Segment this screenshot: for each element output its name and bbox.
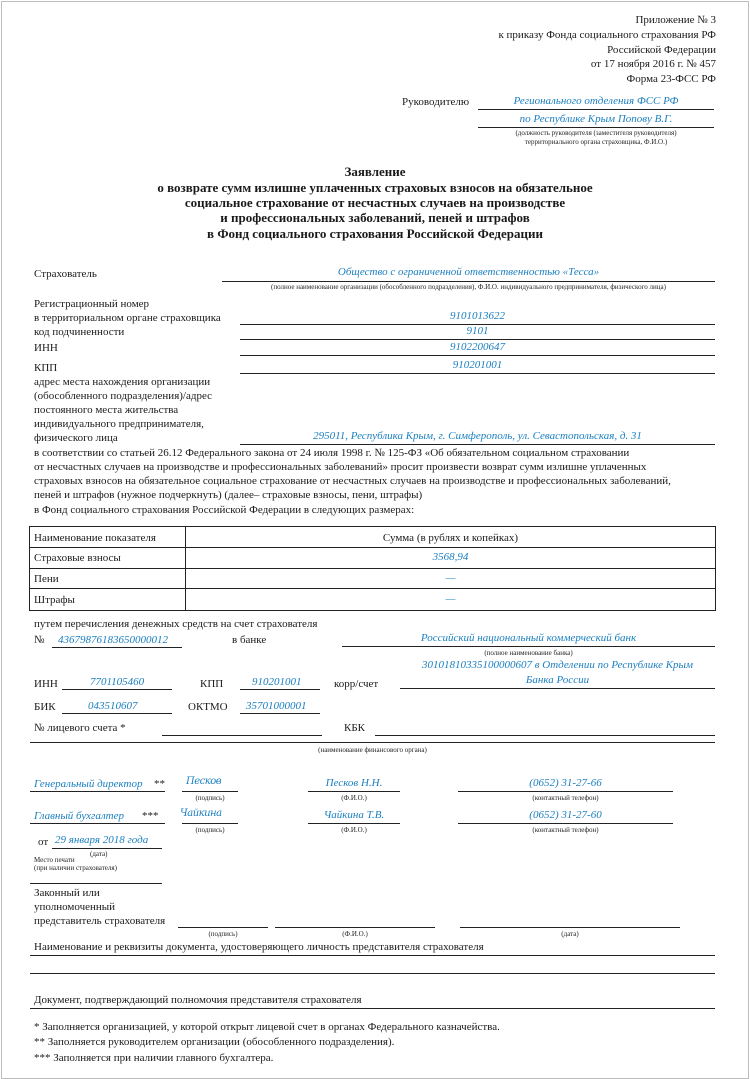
bank-kpp-value: 910201001 (252, 676, 302, 688)
table-row-value: — (445, 593, 456, 605)
date-prefix: от (38, 836, 49, 848)
address-value: 295011, Республика Крым, г. Симферополь, ул. Севастопольская, д. 31 (313, 430, 642, 442)
subcode-label: код подчиненности (34, 326, 125, 338)
recipient-line-1: Регионального отделения ФСС РФ (513, 95, 679, 107)
form-number: Форма 23-ФСС РФ (626, 73, 716, 85)
oktmo-label: ОКТМО (188, 701, 228, 713)
director-fio-caption: (Ф.И.О.) (341, 794, 367, 802)
bank-label: в банке (232, 634, 267, 646)
footnote-3: *** Заполняется при наличии главного бухгалтера. (34, 1052, 274, 1064)
table-row-label: Пени (34, 573, 59, 585)
corr-account-value-2: Банка России (525, 674, 590, 686)
footnote-1: * Заполняется организацией, у которой открыт лицевой счет в органах Федерального казначейства. (34, 1021, 500, 1033)
director-phone: (0652) 31-27-66 (529, 777, 602, 789)
bank-inn-label: ИНН (34, 678, 58, 690)
accountant-position: Главный бухгалтер (34, 810, 124, 822)
recipient-label: Руководителю (402, 96, 470, 108)
account-no-value: 43679876183650000012 (58, 634, 168, 646)
date-caption: (дата) (90, 850, 108, 858)
title-line-5: в Фонд социального страхования Российской Федерации (207, 226, 543, 241)
inn-label: ИНН (34, 342, 58, 354)
address-label-5: физического лица (34, 432, 118, 444)
body-line-1: в соответствии со статьей 26.12 Федерального закона от 24 июля 1998 г. № 125-ФЗ «Об обязательном социальном страховании (34, 447, 630, 459)
kpp-label: КПП (34, 362, 58, 374)
table-header-amount: Сумма (в рублях и копейках) (382, 532, 519, 544)
recipient-caption-2: территориального органа страховщика, Ф.И.О.) (524, 138, 668, 146)
director-signature: Песков (186, 776, 222, 787)
document-title: Заявление (344, 164, 406, 179)
transfer-text: путем перечисления денежных средств на счет страхователя (34, 618, 318, 630)
accountant-sign-caption: (подпись) (195, 826, 225, 834)
title-line-4: и профессиональных заболеваний, пеней и штрафов (220, 210, 530, 225)
account-no-label: № (34, 634, 45, 646)
body-line-4: пеней и штрафов (нужное подчеркнуть) (далее– страховые взносы, пени, штрафы) (34, 489, 423, 501)
accountant-phone-caption: (контактный телефон) (532, 826, 599, 834)
appendix-line-4: от 17 ноября 2016 г. № 457 (590, 58, 716, 70)
table-row-label: Штрафы (34, 594, 75, 606)
fin-body-caption: (наименование финансового органа) (318, 746, 427, 754)
bik-label: БИК (34, 701, 56, 713)
kpp-value: 910201001 (452, 359, 503, 371)
rep-label-2: уполномоченный (34, 901, 116, 913)
rep-sign-caption: (подпись) (208, 930, 238, 938)
insurer-value: Общество с ограниченной ответственностью «Тесса» (337, 266, 600, 278)
bik-value: 043510607 (88, 700, 138, 712)
director-position: Генеральный директор (34, 778, 143, 790)
kbk-label: КБК (344, 722, 365, 734)
table-header-label: Наименование показателя (34, 532, 156, 544)
accountant-name: Чайкина Т.В. (323, 809, 385, 821)
address-label-2: (обособленного подразделения)/адрес (34, 390, 212, 402)
appendix-line-3: Российской Федерации (607, 44, 716, 56)
accountant-phone: (0652) 31-27-60 (529, 809, 602, 821)
id-doc-label: Наименование и реквизиты документа, удостоверяющего личность представителя страхователя (34, 941, 484, 953)
corr-account-label: корр/счет (334, 678, 379, 690)
table-row-label: Страховые взносы (34, 552, 121, 564)
stamp-place: Место печати (34, 856, 75, 864)
inn-value: 9102200647 (450, 341, 505, 353)
reg-label-2: в территориальном органе страховщика (34, 312, 221, 324)
appendix-line-1: Приложение № 3 (635, 14, 716, 26)
body-line-2: от несчастных случаев на производстве и профессиональных заболеваний» просит произвести возврат сумм излишне уплаченных (34, 461, 647, 473)
auth-doc-label: Документ, подтверждающий полномочия представителя страхователя (34, 994, 362, 1006)
personal-account-label: № лицевого счета * (34, 722, 126, 734)
body-line-3: страховых взносов на обязательное социальное страхование от несчастных случаев на производстве и профессиональных заболеваний, (34, 475, 671, 487)
director-phone-caption: (контактный телефон) (532, 794, 599, 802)
director-sign-caption: (подпись) (195, 794, 225, 802)
corr-account-value-1: 30101810335100000607 в Отделении по Республике Крым (421, 659, 694, 671)
recipient-line-2: по Республике Крым Попову В.Г. (519, 113, 673, 125)
body-line-5: в Фонд социального страхования Российской Федерации в следующих размерах: (34, 504, 415, 516)
title-line-2: о возврате сумм излишне уплаченных страховых взносов на обязательное (157, 180, 593, 195)
address-label-1: адрес места нахождения организации (34, 376, 211, 388)
subcode-value: 9101 (466, 325, 489, 337)
table-row-value: — (445, 572, 456, 584)
reg-label-1: Регистрационный номер (34, 298, 150, 310)
oktmo-value: 35701000001 (246, 700, 307, 712)
accountant-fio-caption: (Ф.И.О.) (341, 826, 367, 834)
footnote-2: ** Заполняется руководителем организации (обособленного подразделения). (34, 1036, 395, 1048)
director-mark: ** (154, 778, 165, 790)
accountant-signature: Чайкина (180, 808, 222, 819)
rep-fio-caption: (Ф.И.О.) (342, 930, 368, 938)
address-label-4: индивидуального предпринимателя, (34, 418, 204, 430)
date-value: 29 января 2018 года (55, 834, 149, 846)
rep-label-1: Законный или (34, 887, 100, 899)
appendix-line-2: к приказу Фонда социального страхования РФ (498, 29, 716, 41)
rep-date-caption: (дата) (561, 930, 579, 938)
recipient-caption-1: (должность руководителя (заместителя руководителя) (515, 129, 677, 137)
title-line-3: социальное страхование от несчастных случаев на производстве (184, 195, 566, 210)
stamp-note: (при наличии страхователя) (34, 864, 117, 872)
director-name: Песков Н.Н. (325, 777, 383, 789)
insurer-label: Страхователь (34, 268, 97, 280)
rep-label-3: представитель страхователя (34, 915, 166, 927)
reg-number-value: 9101013622 (450, 310, 505, 322)
bank-caption: (полное наименование банка) (484, 649, 573, 657)
bank-name-value: Российский национальный коммерческий банк (420, 632, 637, 644)
table-row-value: 3568,94 (432, 551, 469, 563)
address-label-3: постоянного места жительства (34, 404, 179, 416)
bank-kpp-label: КПП (200, 678, 224, 690)
insurer-caption: (полное наименование организации (обособленного подразделения), Ф.И.О. индивидуального предпринимателя, физического лица) (271, 283, 666, 291)
bank-inn-value: 7701105460 (90, 676, 145, 688)
accountant-mark: *** (142, 810, 159, 822)
